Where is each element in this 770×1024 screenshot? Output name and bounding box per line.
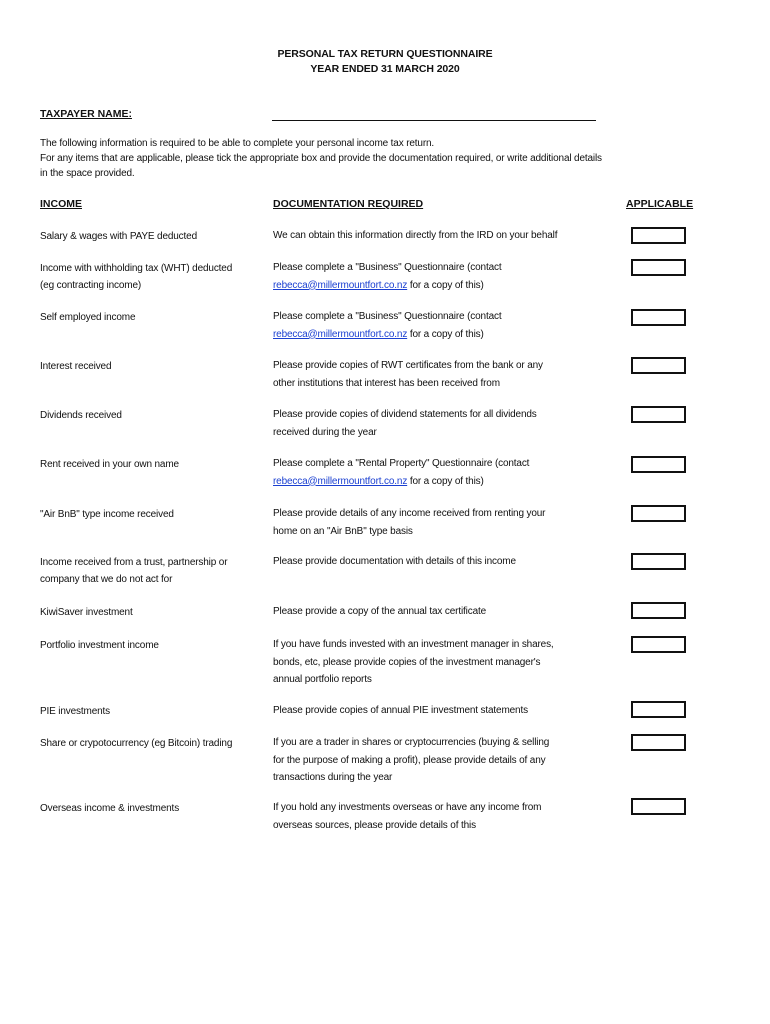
documentation-line: Please provide copies of RWT certificates from the bank or any <box>273 360 543 371</box>
taxpayer-name-field[interactable] <box>272 120 596 121</box>
applicable-checkbox[interactable] <box>631 309 686 326</box>
intro-line-1: The following information is required to be able to complete your personal income tax return. <box>40 138 435 149</box>
applicable-checkbox[interactable] <box>631 734 686 751</box>
documentation-suffix: for a copy of this) <box>407 328 484 340</box>
documentation-line: If you have funds invested with an investment manager in shares, <box>273 639 554 650</box>
taxpayer-name-label: TAXPAYER NAME: <box>40 108 132 120</box>
documentation-line: We can obtain this information directly from the IRD on your behalf <box>273 230 558 241</box>
documentation-required <box>273 636 603 689</box>
document-subtitle: YEAR ENDED 31 MARCH 2020 <box>310 63 460 75</box>
documentation-line: If you are a trader in shares or cryptocurrencies (buying & selling <box>273 737 550 748</box>
documentation-line: home on an "Air BnB" type basis <box>273 525 413 537</box>
applicable-checkbox[interactable] <box>631 505 686 522</box>
income-type-line: KiwiSaver investment <box>40 607 133 618</box>
documentation-line: Please provide copies of annual PIE investment statements <box>273 705 528 716</box>
applicable-checkbox[interactable] <box>631 259 686 276</box>
documentation-line: transactions during the year <box>273 772 393 783</box>
documentation-line: Please provide documentation with details of this income <box>273 556 516 567</box>
documentation-line: received during the year <box>273 426 377 438</box>
income-type <box>40 228 260 245</box>
income-type <box>40 407 260 424</box>
documentation-required <box>273 406 603 441</box>
applicable-column-header: APPLICABLE <box>626 198 694 210</box>
income-type-line: Dividends received <box>40 410 122 421</box>
applicable-checkbox[interactable] <box>631 636 686 653</box>
income-type <box>40 309 260 326</box>
documentation-required <box>273 227 603 245</box>
documentation-line <box>273 473 603 491</box>
documentation-required <box>273 259 603 294</box>
intro-line-3: in the space provided. <box>40 168 135 179</box>
income-type-line: "Air BnB" type income received <box>40 509 174 520</box>
applicable-checkbox[interactable] <box>631 701 686 718</box>
documentation-line: bonds, etc, please provide copies of the investment manager's <box>273 656 541 668</box>
documentation-line <box>273 277 603 295</box>
income-type <box>40 604 260 621</box>
income-type-line: (eg contracting income) <box>40 280 142 291</box>
income-type <box>40 506 260 523</box>
income-column-header: INCOME <box>40 198 82 210</box>
income-type-line: Portfolio investment income <box>40 640 159 651</box>
income-type-line: PIE investments <box>40 706 111 717</box>
income-type <box>40 637 260 654</box>
contact-email-link[interactable]: rebecca@millermountfort.co.nz <box>273 475 408 487</box>
documentation-suffix: for a copy of this) <box>407 279 484 291</box>
documentation-line: Please provide details of any income received from renting your <box>273 508 546 519</box>
documentation-line: overseas sources, please provide details of this <box>273 819 476 831</box>
contact-email-link[interactable]: rebecca@millermountfort.co.nz <box>273 279 408 291</box>
income-type-line: Income received from a trust, partnership or <box>40 557 228 568</box>
income-type-line: Salary & wages with PAYE deducted <box>40 231 197 242</box>
documentation-line: If you hold any investments overseas or have any income from <box>273 802 542 813</box>
applicable-checkbox[interactable] <box>631 357 686 374</box>
documentation-line <box>273 326 603 344</box>
documentation-line: Please complete a "Rental Property" Questionnaire (contact <box>273 458 530 469</box>
documentation-line: Please complete a "Business" Questionnaire (contact <box>273 262 502 273</box>
documentation-required <box>273 799 603 834</box>
income-type <box>40 800 260 817</box>
document-title: PERSONAL TAX RETURN QUESTIONNAIRE <box>277 48 493 60</box>
documentation-line: annual portfolio reports <box>273 674 372 685</box>
income-type <box>40 554 260 588</box>
documentation-required <box>273 308 603 343</box>
documentation-required <box>273 702 603 720</box>
applicable-checkbox[interactable] <box>631 227 686 244</box>
income-type-line: Self employed income <box>40 312 136 323</box>
income-type-line: Interest received <box>40 361 112 372</box>
documentation-line: for the purpose of making a profit), please provide details of any <box>273 754 546 766</box>
income-type-line: Share or crypotocurrency (eg Bitcoin) trading <box>40 738 233 749</box>
applicable-checkbox[interactable] <box>631 553 686 570</box>
documentation-line: Please provide a copy of the annual tax certificate <box>273 606 487 617</box>
income-type-line: company that we do not act for <box>40 574 173 585</box>
contact-email-link[interactable]: rebecca@millermountfort.co.nz <box>273 328 408 340</box>
income-type-line: Income with withholding tax (WHT) deducted <box>40 263 233 274</box>
documentation-required <box>273 455 603 490</box>
documentation-required <box>273 505 603 540</box>
documentation-required <box>273 553 603 571</box>
documentation-line: Please complete a "Business" Questionnaire (contact <box>273 311 502 322</box>
documentation-required <box>273 603 603 621</box>
applicable-checkbox[interactable] <box>631 406 686 423</box>
documentation-line: other institutions that interest has been received from <box>273 377 500 389</box>
income-type <box>40 358 260 375</box>
income-type-line: Overseas income & investments <box>40 803 180 814</box>
income-type <box>40 260 260 294</box>
documentation-suffix: for a copy of this) <box>407 475 484 487</box>
documentation-required <box>273 734 603 787</box>
income-type <box>40 735 260 752</box>
documentation-line: Please provide copies of dividend statements for all dividends <box>273 409 537 420</box>
intro-line-2: For any items that are applicable, please tick the appropriate box and provide the documentation required, or write additional details <box>40 153 602 164</box>
applicable-checkbox[interactable] <box>631 798 686 815</box>
applicable-checkbox[interactable] <box>631 602 686 619</box>
income-type <box>40 703 260 720</box>
documentation-column-header: DOCUMENTATION REQUIRED <box>273 198 424 210</box>
income-type <box>40 456 260 473</box>
applicable-checkbox[interactable] <box>631 456 686 473</box>
documentation-required <box>273 357 603 392</box>
income-type-line: Rent received in your own name <box>40 459 179 470</box>
